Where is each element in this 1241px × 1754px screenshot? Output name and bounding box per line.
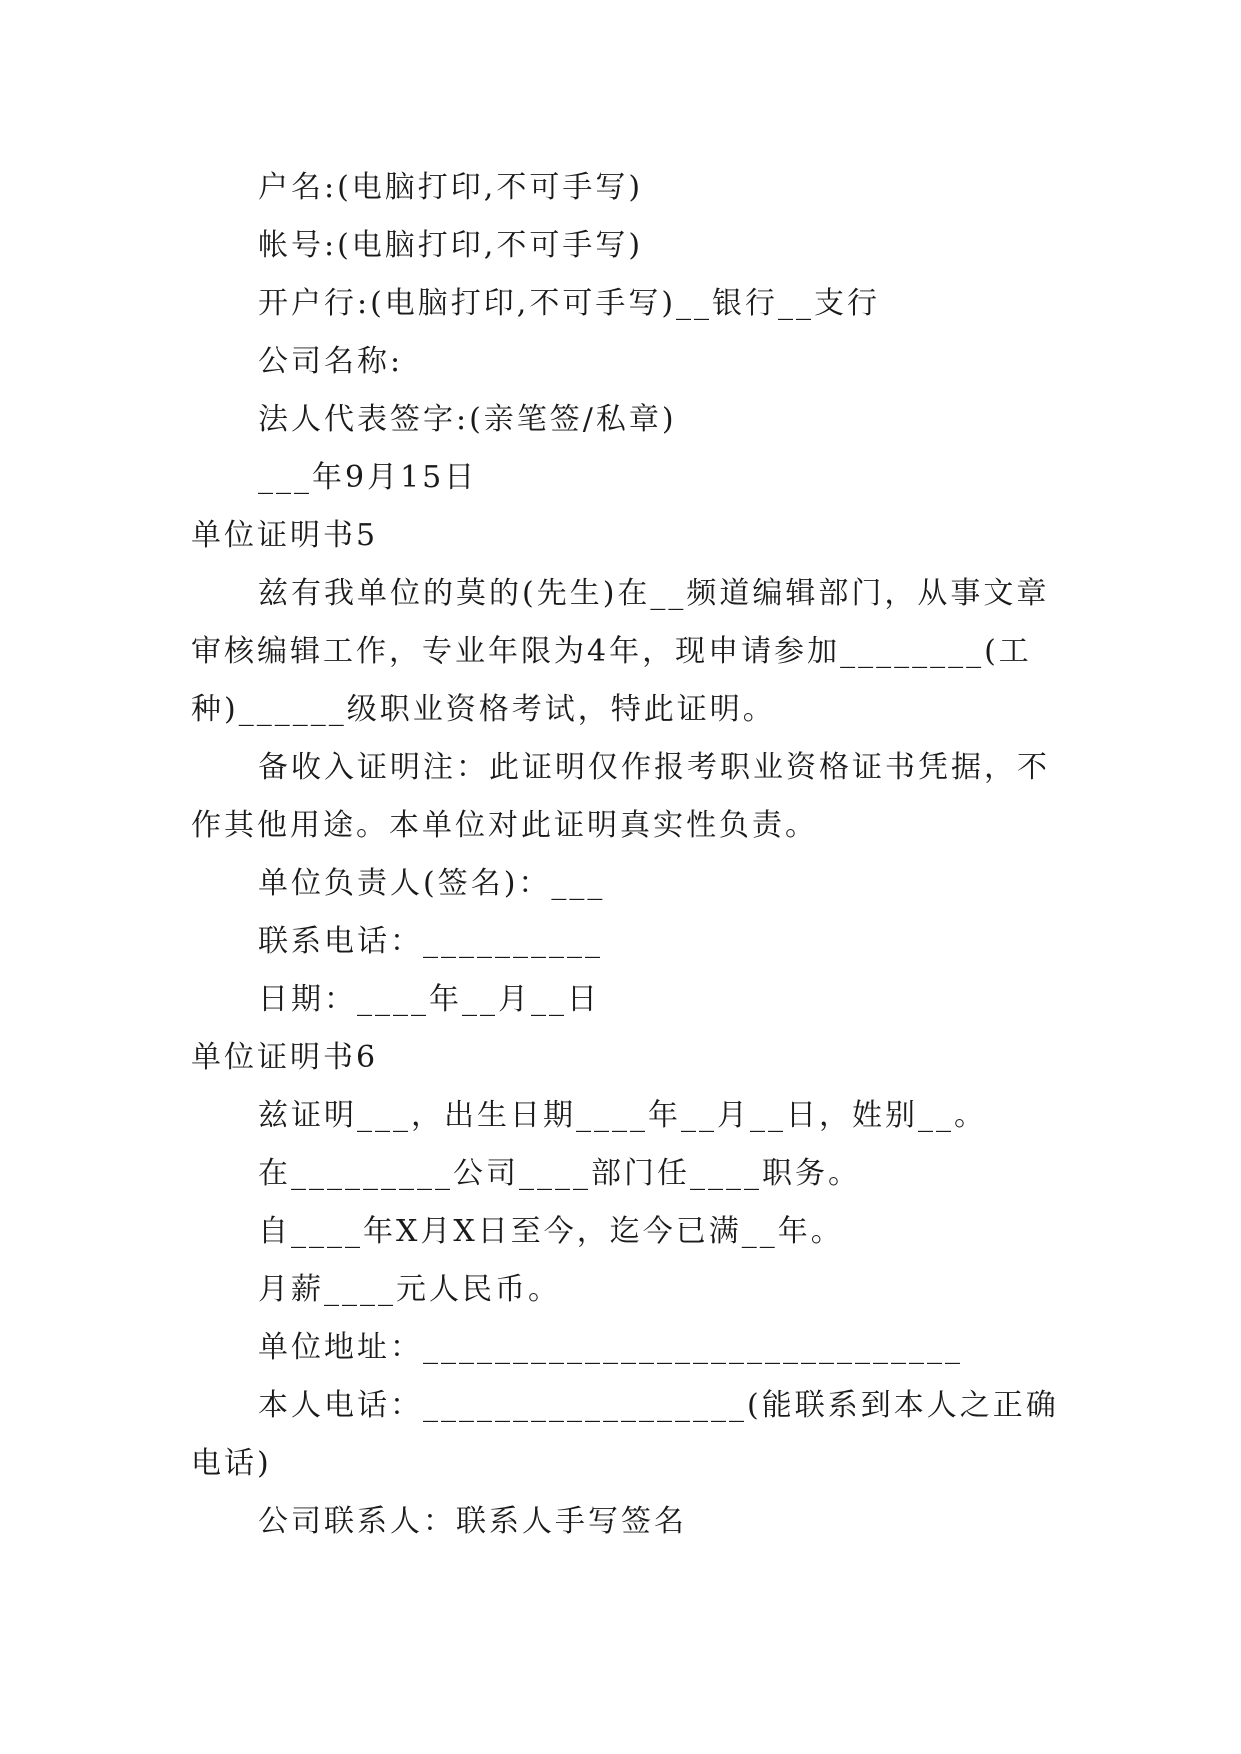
company-name-line: 公司名称:: [258, 344, 404, 379]
account-name-line: 户名:(电脑打印,不可手写): [258, 170, 644, 205]
section6-line3: 自____年X月X日至今，迄今已满__年。: [258, 1214, 844, 1249]
section5-phone: 联系电话：__________: [258, 924, 603, 959]
section5-para1-line2: 审核编辑工作，专业年限为4年，现申请参加________(工: [191, 634, 1032, 669]
section5-para1-line1: 兹有我单位的莫的(先生)在__频道编辑部门，从事文章: [258, 576, 1050, 611]
bank-line: 开户行:(电脑打印,不可手写)__银行__支行: [258, 286, 881, 321]
section6-title: 单位证明书6: [191, 1040, 379, 1075]
legal-rep-signature-line: 法人代表签字:(亲笔签/私章): [258, 402, 677, 437]
section6-address: 单位地址：______________________________: [258, 1330, 963, 1365]
section5-para1-line3: 种)______级职业资格考试，特此证明。: [191, 692, 776, 727]
section6-line4: 月薪____元人民币。: [258, 1272, 561, 1307]
section5-responsible-person: 单位负责人(签名)：___: [258, 866, 606, 901]
section6-line1: 兹证明___，出生日期____年__月__日，姓别__。: [258, 1098, 987, 1133]
section5-para2-line2: 作其他用途。本单位对此证明真实性负责。: [191, 808, 818, 843]
section5-date: 日期：____年__月__日: [258, 982, 600, 1017]
section6-contact-person: 公司联系人：联系人手写签名: [258, 1504, 687, 1539]
section6-own-phone-line2: 电话): [191, 1446, 272, 1481]
section6-own-phone-line1: 本人电话：__________________(能联系到本人之正确: [258, 1388, 1059, 1423]
account-number-line: 帐号:(电脑打印,不可手写): [258, 228, 644, 263]
section5-title: 单位证明书5: [191, 518, 379, 553]
section6-line2: 在_________公司____部门任____职务。: [258, 1156, 861, 1191]
date-line: ___年9月15日: [258, 460, 478, 495]
section5-para2-line1: 备收入证明注：此证明仅作报考职业资格证书凭据，不: [258, 750, 1050, 785]
